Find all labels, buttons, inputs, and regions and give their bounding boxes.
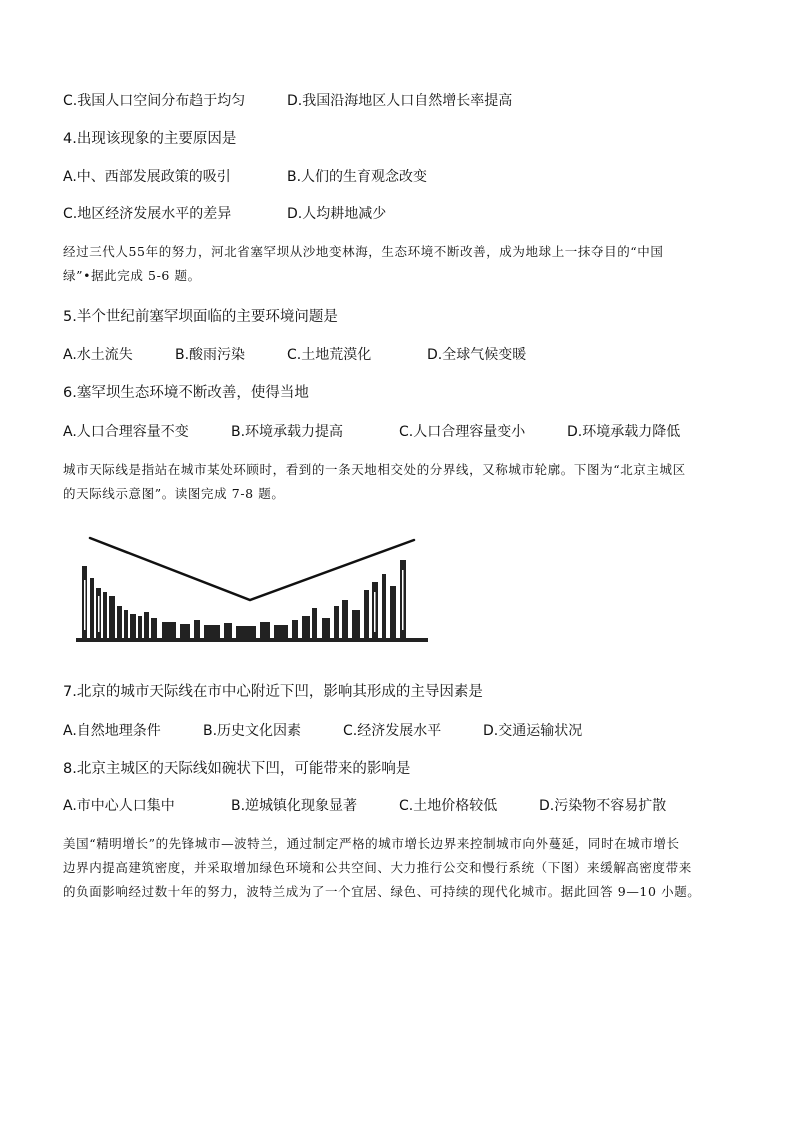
q5-options-row <box>63 346 526 364</box>
q5-option-a: A.水土流失 <box>63 347 133 363</box>
q4-option-d: D.人均耕地减少 <box>287 206 387 222</box>
q8-stem: 8.北京主城区的天际线如碗状下凹，可能带来的影响是 <box>63 761 411 777</box>
passage-line: 边界内提高建筑密度，并采取增加绿色环境和公共空间、大力推行公交和慢行系统（下图）来缓解高密度带来 <box>63 860 692 875</box>
q8-option-c: C.土地价格较低 <box>399 798 498 814</box>
skyline-figure <box>72 530 432 652</box>
q4-option-a: A.中、西部发展政策的吸引 <box>63 169 231 185</box>
q4-options-row-2 <box>63 205 386 223</box>
q5-option-c: C.土地荒漠化 <box>287 347 372 363</box>
q7-option-a: A.自然地理条件 <box>63 723 161 739</box>
q4-options-row-1 <box>63 168 427 186</box>
passage-saihanba <box>63 240 743 288</box>
passage-line: 美国“精明增长”的先锋城市—波特兰，通过制定严格的城市增长边界来控制城市向外蔓延，同时在城市增长 <box>63 836 680 851</box>
q6-option-d: D.环境承载力降低 <box>567 424 681 440</box>
passage-line: 的天际线示意图”。读图完成 7-8 题。 <box>63 486 285 501</box>
ground-line <box>76 638 428 642</box>
q5-stem: 5.半个世纪前塞罕坝面临的主要环境问题是 <box>63 309 338 325</box>
q7-options-row <box>63 722 582 740</box>
q8-option-d: D.污染物不容易扩散 <box>539 798 667 814</box>
passage-skyline <box>63 458 743 506</box>
passage-line: 的负面影响经过数十年的努力，波特兰成为了一个宜居、绿色、可持续的现代化城市。据此回答 9—10 小题。 <box>63 884 701 899</box>
q7-option-d: D.交通运输状况 <box>483 723 583 739</box>
q4-option-b: B.人们的生育观念改变 <box>287 169 428 185</box>
q5-option-d: D.全球气候变暖 <box>427 347 527 363</box>
passage-line: 城市天际线是指站在城市某处环顾时，看到的一条天地相交处的分界线，又称城市轮廓。下图为“北京主城区 <box>63 462 686 477</box>
q7-stem: 7.北京的城市天际线在市中心附近下凹，影响其形成的主导因素是 <box>63 684 483 700</box>
q6-option-c: C.人口合理容量变小 <box>399 424 526 440</box>
q8-option-b: B.逆城镇化现象显著 <box>231 798 358 814</box>
q4-option-c: C.地区经济发展水平的差异 <box>63 206 232 222</box>
passage-line: 绿”•据此完成 5-6 题。 <box>63 268 201 283</box>
q6-options-row <box>63 423 680 441</box>
q7-option-b: B.历史文化因素 <box>203 723 302 739</box>
q3-options-row <box>63 92 512 110</box>
q6-option-a: A.人口合理容量不变 <box>63 424 189 440</box>
q6-stem: 6.塞罕坝生态环境不断改善，使得当地 <box>63 385 309 401</box>
q8-option-a: A.市中心人口集中 <box>63 798 175 814</box>
passage-portland <box>63 832 743 904</box>
q7-option-c: C.经济发展水平 <box>343 723 442 739</box>
passage-line: 经过三代人55年的努力，河北省塞罕坝从沙地变林海，生态环境不断改善，成为地球上一抹夺目的“中国 <box>63 244 664 259</box>
q5-option-b: B.酸雨污染 <box>175 347 246 363</box>
q6-option-b: B.环境承载力提高 <box>231 424 344 440</box>
q3-option-d: D.我国沿海地区人口自然增长率提高 <box>287 93 513 109</box>
q8-options-row <box>63 797 666 815</box>
q3-option-c: C.我国人口空间分布趋于均匀 <box>63 93 246 109</box>
q4-stem: 4.出现该现象的主要原因是 <box>63 131 237 147</box>
